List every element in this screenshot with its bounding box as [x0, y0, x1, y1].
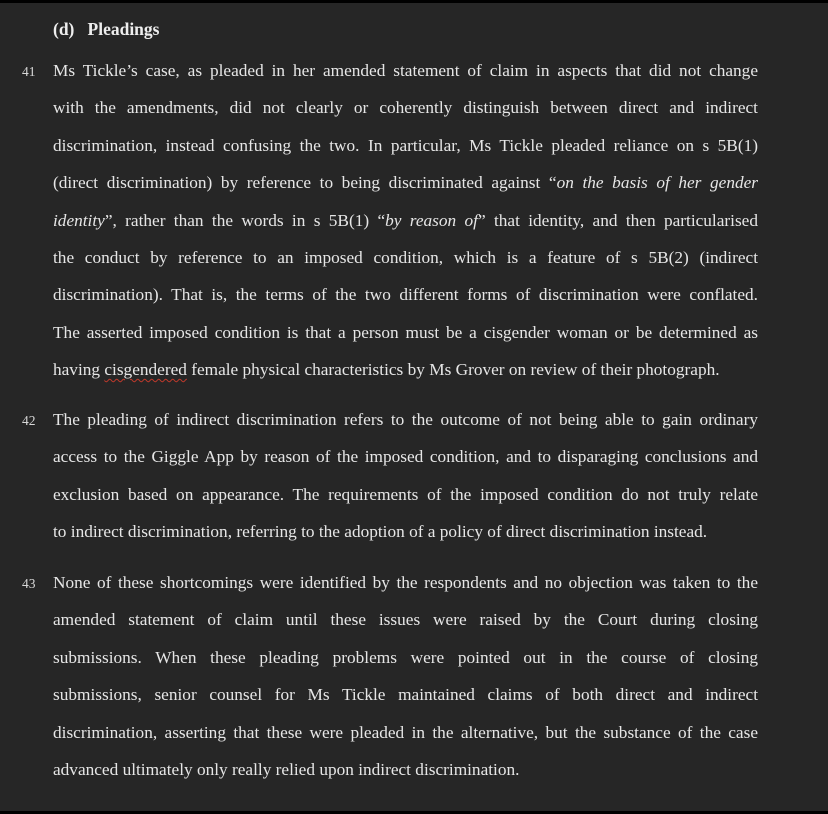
text-line — [53, 172, 758, 194]
text-line — [53, 135, 758, 157]
spellcheck-flagged-word: cisgendered — [104, 360, 187, 380]
paragraph-number: 43 — [22, 576, 36, 591]
text-line — [53, 97, 758, 119]
text-line — [53, 684, 758, 706]
text-run: discrimination, instead confusing the two. In particular, Ms Tickle pleaded reliance on s 5B(1) — [53, 135, 758, 155]
italic-quote: on the basis of her gender — [556, 173, 758, 193]
section-marker: (d) — [53, 19, 75, 39]
text-run: (direct discrimination) by reference to being discriminated against “ — [53, 173, 557, 193]
italic-quote: by reason of — [385, 210, 478, 230]
text-run: discrimination, asserting that these were pleaded in the alternative, but the substance of the case — [53, 722, 758, 742]
italic-quote: identity — [53, 210, 105, 230]
text-line — [53, 521, 758, 543]
text-line — [53, 284, 758, 306]
text-line — [53, 446, 758, 468]
text-run: advanced ultimately only really relied upon indirect discrimination. — [53, 760, 520, 779]
paragraph-number: 41 — [22, 64, 36, 79]
text-run: submissions, senior counsel for Ms Tickle maintained claims of both direct and indirect — [53, 685, 758, 705]
text-run: discrimination). That is, the terms of the two different forms of discrimination were conflated. — [53, 285, 758, 305]
text-line — [53, 609, 758, 631]
text-line — [53, 60, 758, 82]
text-run: None of these shortcomings were identified by the respondents and no objection was taken to the — [53, 573, 758, 592]
paragraph-number: 42 — [22, 413, 36, 428]
text-line — [53, 647, 758, 669]
text-run: ” that identity, and then particularised — [477, 210, 758, 230]
text-line — [53, 759, 758, 781]
text-run: The asserted imposed condition is that a person must be a cisgender woman or be determined as — [53, 322, 758, 342]
text-line — [53, 409, 758, 431]
text-run: The pleading of indirect discrimination refers to the outcome of not being able to gain ordinary — [53, 410, 758, 429]
text-run: submissions. When these pleading problems were pointed out in the course of closing — [53, 647, 758, 667]
top-edge — [0, 0, 828, 3]
text-run: amended statement of claim until these issues were raised by the Court during closing — [53, 610, 758, 630]
text-line — [53, 572, 758, 594]
text-run: the conduct by reference to an imposed condition, which is a feature of s 5B(2) (indirect — [53, 248, 758, 267]
text-line — [53, 322, 758, 344]
text-run: having — [53, 360, 105, 380]
text-line — [53, 484, 758, 506]
text-run: access to the Giggle App by reason of the imposed condition, and to disparaging conclusions and — [53, 447, 758, 467]
text-run: ”, rather than the words in s 5B(1) “ — [104, 210, 386, 230]
text-run: female physical characteristics by Ms Grover on review of their photograph. — [186, 360, 720, 380]
text-run: with the amendments, did not clearly or coherently distinguish between direct and indirect — [53, 98, 758, 118]
section-title: Pleadings — [87, 19, 160, 39]
text-run: exclusion based on appearance. The requirements of the imposed condition do not truly relate — [53, 484, 758, 504]
section-heading — [53, 19, 159, 40]
text-run: Ms Tickle’s case, as pleaded in her amended statement of claim in aspects that did not change — [53, 61, 758, 80]
text-line — [53, 247, 758, 269]
text-line — [53, 210, 758, 232]
text-line — [53, 359, 758, 381]
text-line — [53, 722, 758, 744]
text-run: to indirect discrimination, referring to the adoption of a policy of direct discrimination instead. — [53, 522, 708, 542]
